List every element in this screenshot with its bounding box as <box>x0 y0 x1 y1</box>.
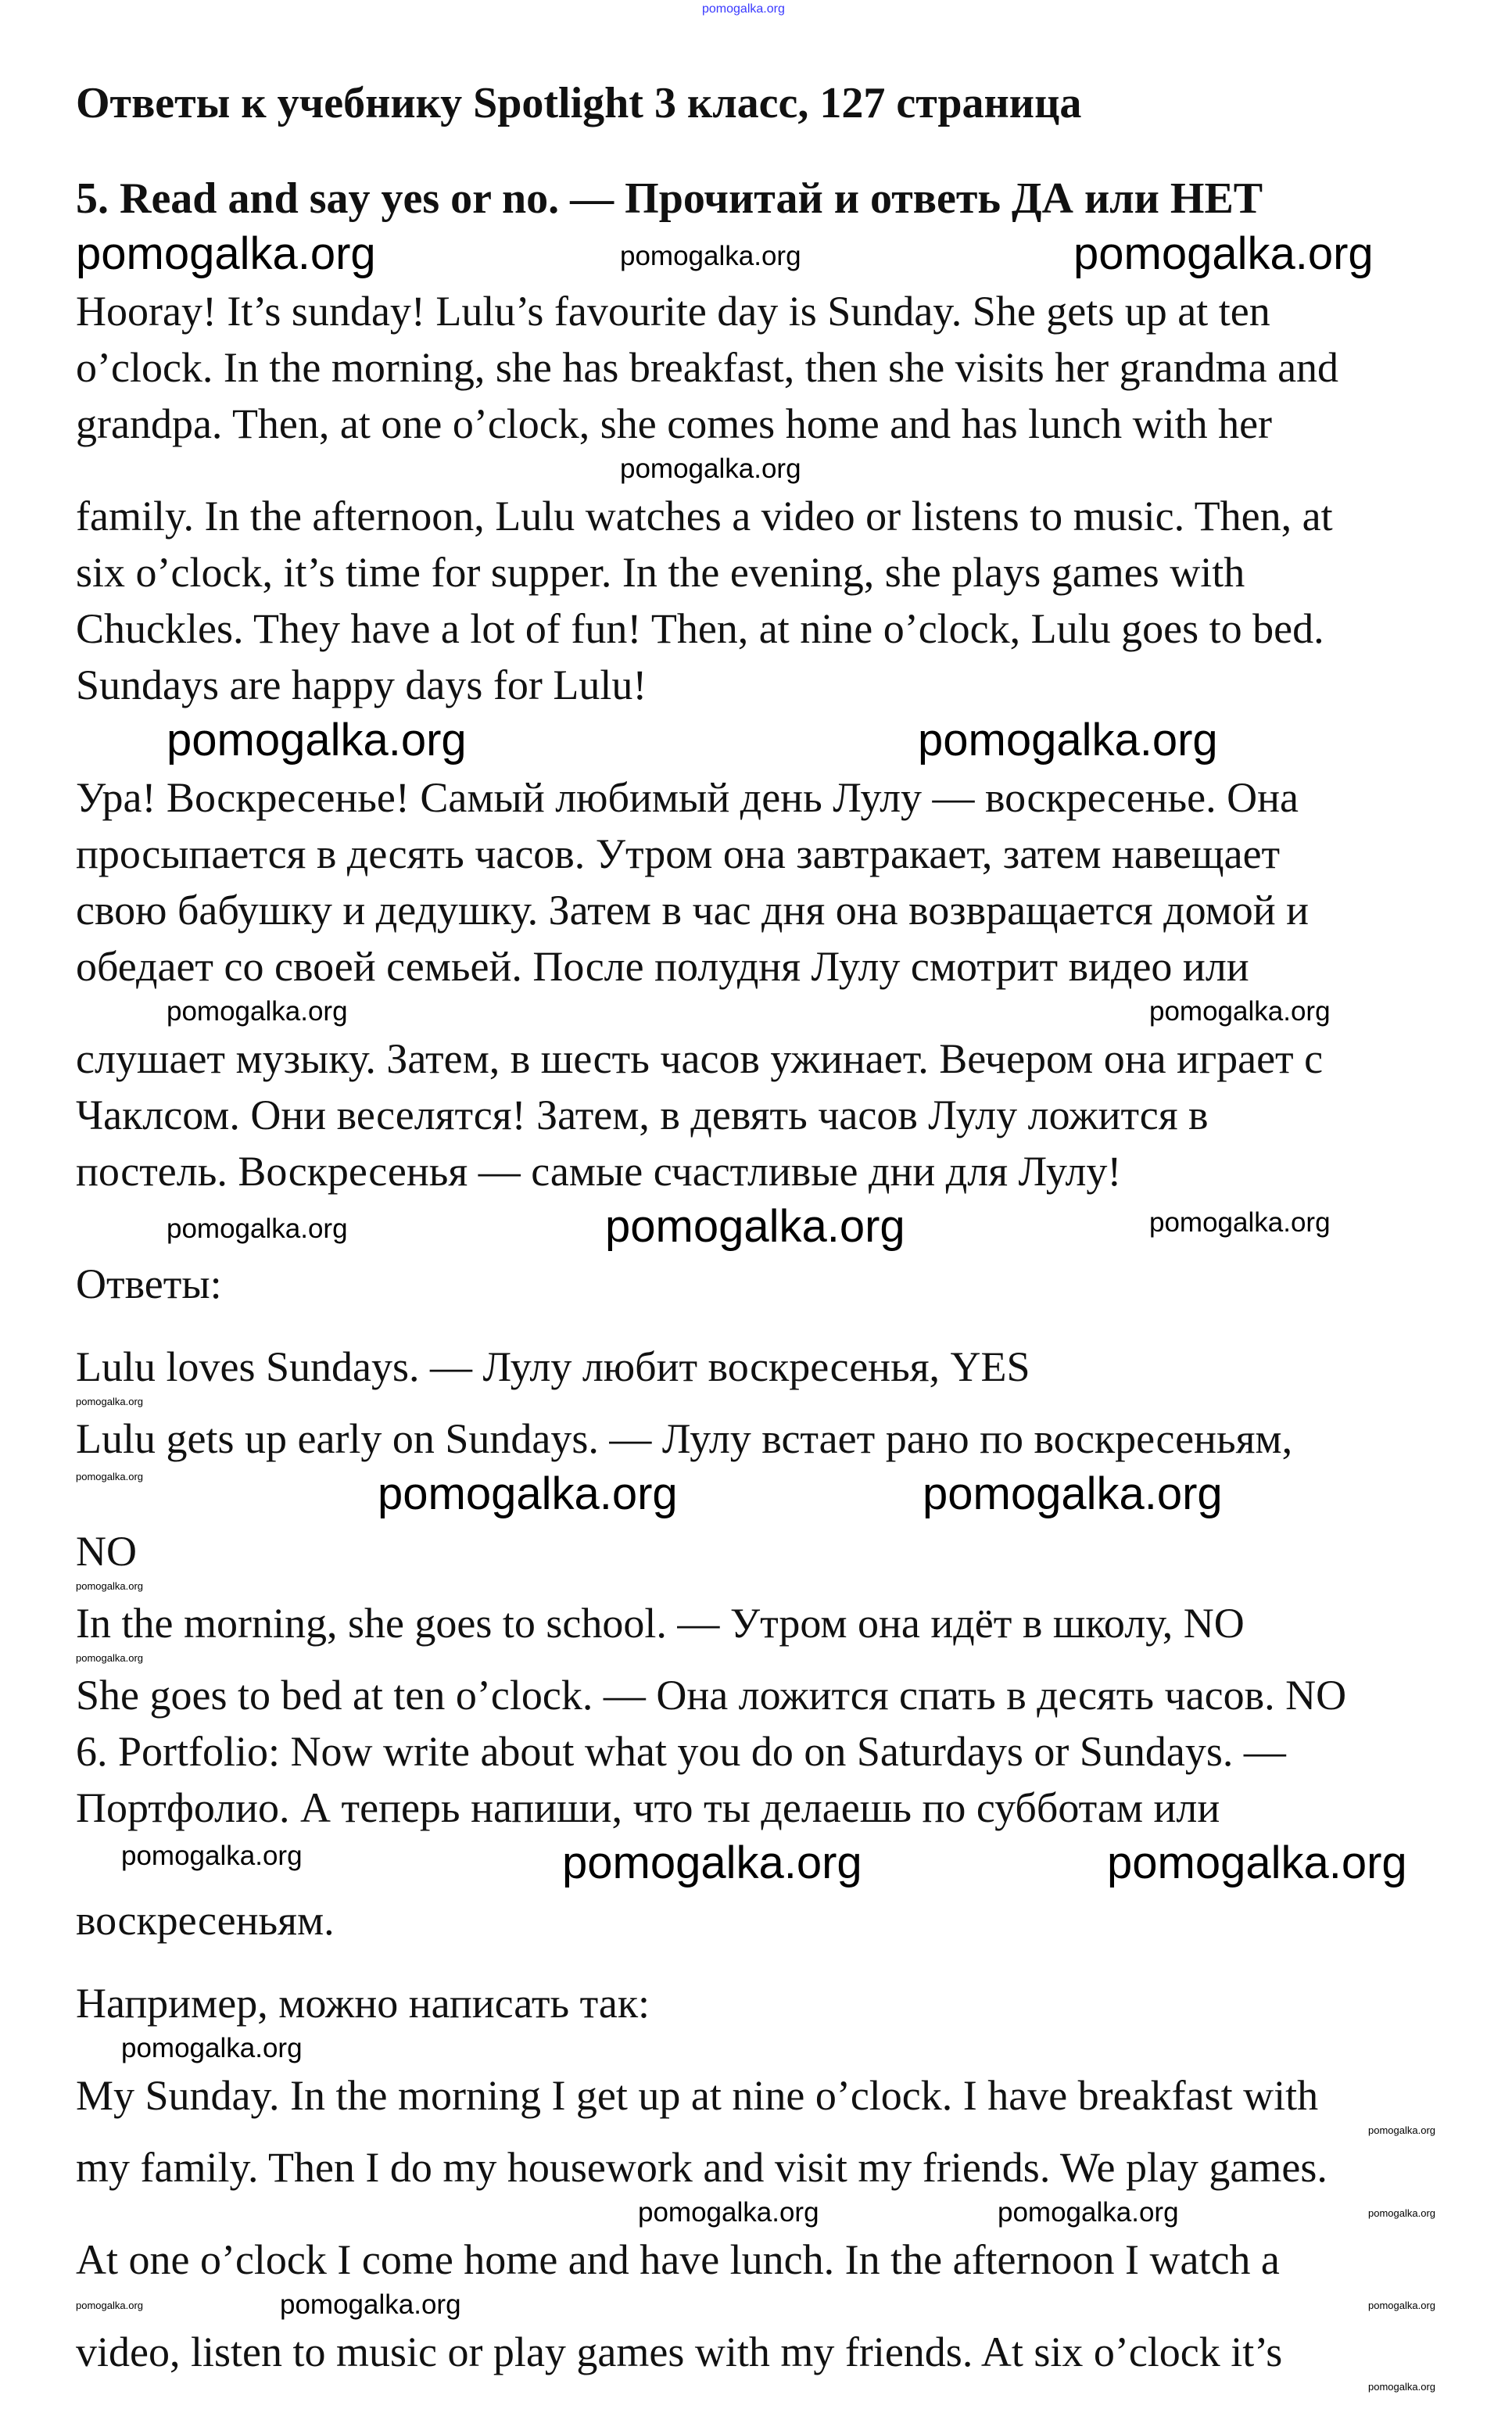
watermark: pomogalka.org <box>562 1837 862 1888</box>
watermark: pomogalka.org <box>1368 2207 1435 2219</box>
text-line: свою бабушку и дедушку. Затем в час дня она возвращается домой и <box>76 887 1310 934</box>
answers-label: Ответы: <box>76 1260 222 1307</box>
watermark: pomogalka.org <box>121 1841 303 1871</box>
watermark: pomogalka.org <box>76 1580 143 1592</box>
watermark-row <box>76 2380 1512 2396</box>
example-line: video, listen to music or play games with my friends. At six o’clock it’s <box>76 2328 1283 2375</box>
text-line: o’clock. In the morning, she has breakfast, then she visits her grandma and <box>76 344 1339 391</box>
text-line: Chuckles. They have a lot of fun! Then, at nine o’clock, Lulu goes to bed. <box>76 605 1324 652</box>
answer-line: NO <box>76 1528 137 1575</box>
text-line: six o’clock, it’s time for supper. In the evening, she plays games with <box>76 549 1245 596</box>
watermark: pomogalka.org <box>76 2300 143 2311</box>
watermark-row <box>76 2124 1512 2139</box>
watermark: pomogalka.org <box>280 2289 461 2320</box>
watermark: pomogalka.org <box>167 996 348 1027</box>
watermark: pomogalka.org <box>76 1652 143 1664</box>
watermark-row <box>76 1579 1512 1595</box>
watermark: pomogalka.org <box>998 2197 1179 2228</box>
watermark: pomogalka.org <box>167 715 467 765</box>
text-line: просыпается в десять часов. Утром она завтракает, затем навещает <box>76 830 1281 877</box>
watermark: pomogalka.org <box>1368 2300 1435 2311</box>
watermark-row <box>76 1651 1512 1667</box>
watermark: pomogalka.org <box>76 1396 143 1407</box>
watermark: pomogalka.org <box>620 453 801 484</box>
watermark-row <box>76 995 1512 1031</box>
text-line: обедает со своей семьей. После полудня Лулу смотрит видео или <box>76 943 1249 990</box>
watermark: pomogalka.org <box>620 241 801 271</box>
text-line: Hooray! It’s sunday! Lulu’s favourite day is Sunday. She gets up at ten <box>76 288 1270 335</box>
watermark: pomogalka.org <box>76 228 376 279</box>
watermark-row <box>76 2288 1512 2324</box>
text-line: Sundays are happy days for Lulu! <box>76 661 647 708</box>
watermark-row <box>76 1467 1512 1523</box>
watermark-row <box>76 713 1512 769</box>
answer-line: Lulu gets up early on Sundays. — Лулу встает рано по воскресеньям, <box>76 1415 1293 1462</box>
watermark-row <box>76 1199 1512 1256</box>
watermark: pomogalka.org <box>1107 1837 1407 1888</box>
watermark-row <box>76 2031 1512 2067</box>
watermark: pomogalka.org <box>923 1468 1223 1519</box>
watermark: pomogalka.org <box>378 1468 678 1519</box>
watermark: pomogalka.org <box>918 715 1218 765</box>
example-line: My Sunday. In the morning I get up at nine o’clock. I have breakfast with <box>76 2072 1319 2119</box>
example-line: At one o’clock I come home and have lunch. In the afternoon I watch a <box>76 2236 1280 2283</box>
answer-line: In the morning, she goes to school. — Утром она идёт в школу, NO <box>76 1600 1245 1647</box>
task5-heading: 5. Read and say yes or no. — Прочитай и ответь ДА или НЕТ <box>76 174 1263 223</box>
watermark-row <box>76 0 1512 19</box>
text-line: постель. Воскресенья — самые счастливые дни для Лулу! <box>76 1148 1122 1195</box>
page-title: Ответы к учебнику Spotlight 3 класс, 127 страница <box>76 79 1082 127</box>
watermark: pomogalka.org <box>167 1214 348 1244</box>
watermark: pomogalka.org <box>1368 2124 1435 2136</box>
top-watermark: pomogalka.org <box>702 2 785 16</box>
watermark-row <box>76 1836 1512 1892</box>
text-line: family. In the afternoon, Lulu watches a video or listens to music. Then, at <box>76 493 1333 540</box>
task6-line: воскресеньям. <box>76 1897 335 1944</box>
example-label: Например, можно написать так: <box>76 1980 650 2027</box>
watermark: pomogalka.org <box>1073 228 1374 279</box>
text-line: Чаклсом. Они веселятся! Затем, в девять часов Лулу ложится в <box>76 1092 1209 1138</box>
watermark-row <box>76 227 1512 283</box>
watermark: pomogalka.org <box>1149 996 1331 1027</box>
answer-line: Lulu loves Sundays. — Лулу любит воскресенья, YES <box>76 1343 1030 1390</box>
example-line: my family. Then I do my housework and visit my friends. We play games. <box>76 2144 1327 2191</box>
watermark: pomogalka.org <box>638 2197 819 2228</box>
watermark: pomogalka.org <box>605 1201 905 1252</box>
text-line: Ура! Воскресенье! Самый любимый день Лулу — воскресенье. Она <box>76 774 1299 821</box>
watermark-row <box>76 2196 1512 2232</box>
watermark: pomogalka.org <box>1368 2381 1435 2393</box>
watermark: pomogalka.org <box>121 2033 303 2063</box>
watermark: pomogalka.org <box>76 1471 143 1482</box>
watermark-row <box>76 1395 1512 1411</box>
text-line: слушает музыку. Затем, в шесть часов ужинает. Вечером она играет с <box>76 1035 1324 1082</box>
answer-line: She goes to bed at ten o’clock. — Она ложится спать в десять часов. NO <box>76 1672 1347 1719</box>
task6-line: Портфолио. А теперь напиши, что ты делаешь по субботам или <box>76 1784 1220 1831</box>
watermark-row <box>76 452 1512 488</box>
task6-line: 6. Portfolio: Now write about what you do on Saturdays or Sundays. — <box>76 1728 1286 1775</box>
watermark: pomogalka.org <box>1149 1207 1331 1238</box>
text-line: grandpa. Then, at one o’clock, she comes home and has lunch with her <box>76 400 1273 447</box>
